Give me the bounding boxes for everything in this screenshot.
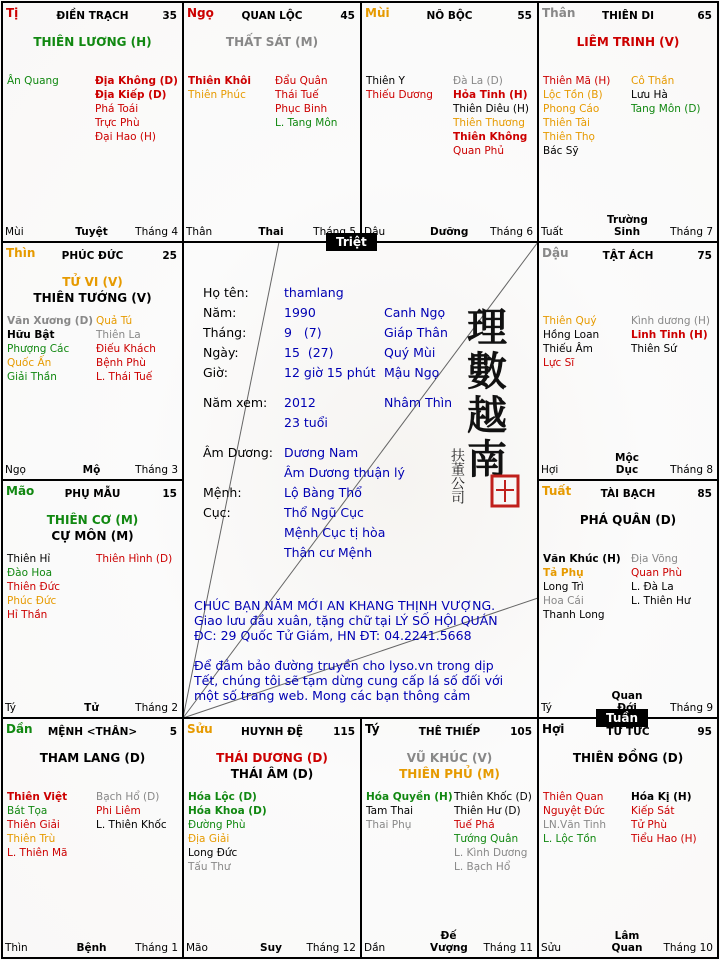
view-year-canchi: Nhâm Thìn	[384, 395, 453, 410]
footer-branch: Ngọ	[5, 464, 26, 476]
footer-stage: Mộc Dục	[615, 452, 639, 476]
palace-branch: Tý	[365, 722, 380, 736]
minor-star: Địa Không (D)	[95, 75, 178, 87]
footer-stage: Mộ	[82, 464, 101, 476]
main-star: THẤT SÁT (M)	[225, 35, 319, 49]
hour-value: 12 giờ 15 phút	[284, 365, 376, 380]
minor-star: Điếu Khách	[96, 343, 156, 355]
minor-star: Địa Giải	[188, 833, 230, 845]
minor-star: L. Kình Dương	[454, 847, 528, 859]
palace-branch: Thìn	[6, 246, 36, 260]
palace-left-stars	[366, 790, 453, 832]
main-star: THIÊN CƠ (M)	[46, 513, 139, 527]
minor-star: Thiếu Âm	[543, 343, 593, 355]
palace-branch: Dậu	[542, 246, 569, 260]
palace-footer	[5, 224, 178, 238]
minor-star: Nguyệt Đức	[543, 805, 605, 817]
palace-footer	[5, 940, 178, 954]
minor-star: Thiên Việt	[7, 791, 68, 803]
minor-star: Quan Phù	[631, 567, 682, 579]
minor-star: Thiên Hình (D)	[96, 553, 173, 565]
notice-text	[194, 598, 524, 703]
tuan-tag: Tuần	[596, 709, 648, 727]
minor-star: Thiên Quý	[543, 315, 597, 327]
minor-star: L. Bạch Hổ	[454, 861, 511, 873]
palace-number: 5	[169, 726, 177, 738]
footer-branch: Sửu	[541, 942, 561, 954]
palace-name: TẬT ÁCH	[602, 250, 654, 262]
palace-name: MỆNH <THÂN>	[47, 726, 138, 738]
main-star: THIÊN TƯỚNG (V)	[33, 291, 152, 305]
minor-star: Giải Thần	[7, 371, 57, 383]
palace-footer	[5, 700, 178, 714]
palace	[361, 2, 538, 242]
palace-main-stars	[2, 750, 183, 766]
minor-star: Hoa Cái	[543, 595, 584, 607]
palace-left-stars	[543, 314, 599, 370]
footer-stage: Tuyệt	[75, 226, 108, 238]
palace-number: 95	[697, 726, 712, 738]
minor-star: Phá Toái	[95, 103, 139, 115]
palace	[183, 718, 361, 958]
palace-name: THIÊN DI	[601, 10, 655, 22]
minor-star: Bệnh Phù	[96, 357, 146, 369]
palace-left-stars	[7, 314, 93, 384]
minor-star: Phượng Các	[7, 343, 70, 355]
minor-star: LN.Văn Tinh	[543, 819, 606, 831]
minor-star: Bạch Hổ (D)	[96, 791, 160, 803]
minor-star: Thiên Diêu (H)	[453, 103, 529, 115]
minor-star: Đào Hoa	[7, 567, 53, 579]
minor-star: Ân Quang	[7, 75, 59, 87]
minor-star: Thiên Phúc	[188, 89, 246, 101]
palace-main-stars	[183, 750, 361, 782]
palace-number: 25	[162, 250, 177, 262]
palace-right-stars	[631, 790, 697, 846]
calligraphy-seal	[449, 268, 542, 548]
minor-star: Long Trì	[543, 581, 584, 593]
month-label: Tháng:	[203, 325, 247, 340]
footer-month: Tháng 2	[135, 702, 178, 714]
footer-stage: Dưỡng	[430, 226, 469, 238]
main-star: PHÁ QUÂN (D)	[579, 513, 677, 527]
day-canchi: Quý Mùi	[384, 345, 436, 360]
palace-number: 65	[697, 10, 712, 22]
minor-star: Thiên Mã (H)	[543, 75, 611, 87]
palace-number: 85	[697, 488, 712, 500]
minor-star: Hóa Lộc (D)	[188, 791, 257, 803]
footer-branch: Dần	[364, 942, 386, 954]
notice-line: Giao lưu đầu xuân, tặng chữ tại LÝ SỐ HỘI QUÁN	[194, 613, 498, 628]
footer-month: Tháng 3	[135, 464, 178, 476]
minor-star: Kình dương (H)	[631, 315, 710, 327]
minor-star: Hỏa Tinh (H)	[453, 89, 528, 101]
palace-number: 75	[697, 250, 712, 262]
palace-name: PHÚC ĐỨC	[61, 250, 124, 262]
minor-star: Linh Tinh (H)	[631, 329, 708, 341]
minor-star: L. Tang Môn	[275, 117, 338, 129]
palace-branch: Mùi	[365, 6, 390, 20]
palace	[538, 2, 718, 242]
name-label: Họ tên:	[203, 285, 249, 300]
minor-star: Lưu Hà	[631, 89, 668, 101]
minor-star: Thiên Quan	[543, 791, 604, 803]
minor-star: Đại Hao (H)	[95, 131, 157, 143]
minor-star: L. Thiên Khốc	[96, 819, 167, 831]
main-star: THIÊN ĐỒNG (D)	[572, 751, 684, 765]
minor-star: Thiên Đức	[7, 581, 61, 593]
minor-star: Thiên Thương	[453, 117, 525, 129]
main-star: VŨ KHÚC (V)	[406, 751, 493, 765]
palace-branch: Tị	[6, 6, 19, 20]
palace-left-stars	[366, 74, 433, 102]
minor-star: Đà La (D)	[453, 75, 503, 87]
am-duong-value-2: Âm Dương thuận lý	[284, 465, 405, 480]
hour-label: Giờ:	[203, 365, 229, 380]
palace-branch: Mão	[6, 484, 35, 498]
palace-branch: Thân	[542, 6, 576, 20]
minor-star: Tiểu Hao (H)	[631, 833, 697, 845]
footer-month: Tháng 9	[670, 702, 713, 714]
main-star: THÁI ÂM (D)	[230, 767, 314, 781]
minor-star: Thiên Thọ	[543, 131, 595, 143]
palace	[361, 718, 538, 958]
menh-value: Lộ Bàng Thổ	[284, 485, 362, 500]
palace-right-stars	[631, 314, 710, 356]
minor-star: Lực Sĩ	[543, 357, 575, 369]
palace-name: ĐIỀN TRẠCH	[56, 10, 129, 22]
minor-star: Thiên Khôi	[188, 75, 251, 87]
palace-number: 115	[333, 726, 355, 738]
palace-right-stars	[631, 552, 691, 608]
footer-month: Tháng 5	[313, 226, 356, 238]
palace-right-stars	[96, 790, 167, 832]
palace-branch: Ngọ	[187, 6, 214, 20]
palace-main-stars	[538, 750, 718, 766]
palace-left-stars	[188, 74, 251, 102]
footer-month: Tháng 8	[670, 464, 713, 476]
minor-star: Hóa Quyền (H)	[366, 791, 453, 803]
minor-star: Cô Thần	[631, 75, 675, 87]
cuc-value: Thổ Ngũ Cục	[284, 505, 364, 520]
palace-right-stars	[453, 74, 529, 158]
palace-name: PHỤ MẪU	[64, 488, 121, 500]
palace-name: TÀI BẠCH	[600, 488, 656, 500]
month-canchi: Giáp Thân	[384, 325, 448, 340]
minor-star: Tấu Thư	[188, 861, 231, 873]
minor-star: Địa Võng	[631, 553, 678, 565]
palace	[183, 2, 361, 242]
name-value: thamlang	[284, 285, 344, 300]
minor-star: Tướng Quân	[454, 833, 519, 845]
calligraphy-side-text: 扶董公司	[449, 448, 465, 504]
minor-star: Phong Cáo	[543, 103, 600, 115]
cuc-value-2: Mệnh Cục tị hòa	[284, 525, 386, 540]
minor-star: L. Thiên Hư	[631, 595, 691, 607]
palace-main-stars	[2, 34, 183, 50]
palace-footer	[364, 224, 533, 238]
footer-stage: Thai	[258, 226, 284, 238]
hour-canchi: Mậu Ngọ	[384, 365, 440, 380]
minor-star: Hữu Bật	[7, 329, 55, 341]
footer-branch: Hợi	[541, 464, 559, 476]
minor-star: Địa Kiếp (D)	[95, 89, 167, 101]
minor-star: Tam Thai	[366, 805, 414, 817]
palace	[2, 242, 183, 480]
footer-month: Tháng 6	[490, 226, 533, 238]
palace	[2, 480, 183, 718]
palace	[538, 242, 718, 480]
am-duong-label: Âm Dương:	[203, 445, 273, 460]
minor-star: Tuế Phá	[454, 819, 495, 831]
footer-stage: Bệnh	[76, 942, 107, 954]
palace	[538, 718, 718, 958]
footer-stage: Đế Vượng	[430, 930, 468, 954]
palace-name: HUYNH ĐỆ	[240, 726, 304, 738]
palace-number: 55	[517, 10, 532, 22]
am-duong-value: Dương Nam	[284, 445, 359, 460]
minor-star: Bát Tọa	[7, 805, 48, 817]
footer-branch: Tý	[5, 702, 16, 714]
minor-star: Thiên Y	[366, 75, 405, 87]
minor-star: Thiên Sứ	[631, 343, 677, 355]
notice-line: Tết, chúng tôi sẽ tạm dừng cung cấp lá số đối với	[194, 673, 504, 688]
palace-main-stars	[2, 274, 183, 306]
minor-star: Quan Phủ	[453, 145, 504, 157]
palace-number: 105	[510, 726, 532, 738]
palace-branch: Dần	[6, 722, 33, 736]
triet-tag: Triệt	[326, 233, 377, 251]
palace-name: NÔ BỘC	[426, 10, 473, 22]
palace-number: 35	[162, 10, 177, 22]
minor-star: Tang Môn (D)	[631, 103, 701, 115]
palace-name: QUAN LỘC	[241, 10, 303, 22]
minor-star: Đẩu Quân	[275, 75, 328, 87]
minor-star: Hóa Khoa (D)	[188, 805, 267, 817]
minor-star: Thiên Hỉ	[7, 553, 51, 565]
palace-left-stars	[7, 790, 67, 860]
minor-star: Thiên Tài	[543, 117, 590, 129]
palace	[2, 718, 183, 958]
minor-star: L. Thiên Mã	[7, 847, 68, 859]
palace-right-stars	[454, 790, 532, 874]
minor-star: Thái Tuế	[275, 89, 319, 101]
palace-left-stars	[7, 74, 59, 88]
footer-branch: Dậu	[364, 226, 386, 238]
day-value: 15 (27)	[284, 345, 334, 360]
minor-star: Long Đức	[188, 847, 238, 859]
palace-footer	[186, 940, 356, 954]
minor-star: Quốc Ấn	[7, 357, 52, 369]
palace-footer	[541, 452, 713, 476]
palace-branch: Sửu	[187, 722, 213, 736]
footer-month: Tháng 1	[135, 942, 178, 954]
palace-footer	[541, 214, 713, 238]
minor-star: Lộc Tồn (B)	[543, 89, 603, 101]
calligraphy-main-text: 理數越南	[460, 306, 508, 482]
palace	[2, 2, 183, 242]
footer-branch: Thân	[186, 226, 213, 238]
minor-star: Tử Phù	[631, 819, 668, 831]
palace-footer	[541, 690, 713, 714]
palace-left-stars	[543, 552, 621, 622]
month-value: 9 (7)	[284, 325, 322, 340]
year-label: Năm:	[203, 305, 237, 320]
minor-star: Thiên Khốc (D)	[454, 791, 532, 803]
minor-star: Phục Binh	[275, 103, 328, 115]
minor-star: L. Lộc Tồn	[543, 833, 597, 845]
footer-stage: Suy	[260, 942, 282, 954]
year-value: 1990	[284, 305, 316, 320]
footer-month: Tháng 10	[663, 942, 713, 954]
palace-main-stars	[538, 34, 718, 50]
minor-star: L. Thái Tuế	[96, 371, 153, 383]
year-canchi: Canh Ngọ	[384, 305, 446, 320]
minor-star: L. Đà La	[631, 581, 674, 593]
minor-star: Đường Phù	[188, 819, 246, 831]
palace-right-stars	[275, 74, 337, 130]
palace-right-stars	[631, 74, 701, 116]
footer-month: Tháng 12	[306, 942, 356, 954]
age-value: 23 tuổi	[284, 415, 328, 430]
main-star: TỬ VI (V)	[62, 275, 123, 289]
palace-footer	[364, 930, 533, 954]
minor-star: Thanh Long	[543, 609, 605, 621]
palace-footer	[5, 462, 178, 476]
footer-branch: Thìn	[5, 942, 28, 954]
footer-month: Tháng 7	[670, 226, 713, 238]
palace-name: THÊ THIẾP	[418, 726, 481, 738]
minor-star: Thiếu Dương	[366, 89, 433, 101]
palace-footer	[186, 224, 356, 238]
main-star: LIÊM TRINH (V)	[576, 35, 680, 49]
notice-line	[194, 643, 524, 658]
footer-branch: Mão	[186, 942, 208, 954]
minor-star: Quả Tú	[96, 315, 133, 327]
minor-star: Hồng Loan	[543, 329, 600, 341]
palace-main-stars	[538, 512, 718, 528]
palace	[538, 480, 718, 718]
minor-star: Thiên Không	[453, 131, 528, 143]
palace-left-stars	[7, 552, 60, 622]
minor-star: Văn Khúc (H)	[543, 553, 621, 565]
palace-main-stars	[2, 512, 183, 544]
view-year-label: Năm xem:	[203, 395, 268, 410]
palace-main-stars	[183, 34, 361, 50]
main-star: THIÊN PHỦ (M)	[399, 767, 500, 781]
day-label: Ngày:	[203, 345, 239, 360]
palace-number: 45	[340, 10, 355, 22]
minor-star: Thiên La	[96, 329, 141, 341]
notice-line: Để đảm bảo đường truyền cho lyso.vn trong dịp	[194, 658, 494, 673]
footer-branch: Mùi	[5, 226, 24, 238]
palace-branch: Hợi	[542, 722, 565, 736]
minor-star: Tả Phụ	[543, 567, 584, 579]
minor-star: Thiên Giải	[7, 819, 60, 831]
cuc-value-3: Thân cư Mệnh	[284, 545, 373, 560]
minor-star: Hỉ Thần	[7, 609, 48, 621]
main-star: CỰ MÔN (M)	[51, 529, 134, 543]
main-star: THAM LANG (D)	[39, 751, 146, 765]
footer-stage: Lâm Quan	[611, 930, 643, 954]
footer-stage: Trường Sinh	[607, 214, 648, 238]
palace-branch: Tuất	[542, 484, 572, 498]
minor-star: Phi Liêm	[96, 805, 141, 817]
calligraphy-graphic	[449, 268, 542, 548]
main-star: THÁI DƯƠNG (D)	[216, 751, 328, 765]
minor-star: Hóa Kị (H)	[631, 791, 692, 803]
minor-star: Phúc Đức	[7, 595, 57, 607]
palace-right-stars	[95, 74, 178, 144]
minor-star: Trực Phù	[95, 117, 140, 129]
minor-star: Kiếp Sát	[631, 805, 675, 817]
notice-line: một số trang web. Mong các bạn thông cảm	[194, 688, 471, 703]
notice-line: CHÚC BẠN NĂM MỚI AN KHANG THỊNH VƯỢNG.	[194, 598, 496, 613]
palace-right-stars	[96, 314, 156, 384]
minor-star: Bác Sỹ	[543, 145, 579, 157]
palace-right-stars	[96, 552, 172, 566]
footer-branch: Tý	[541, 702, 552, 714]
main-star: THIÊN LƯƠNG (H)	[33, 35, 152, 49]
palace-footer	[541, 930, 713, 954]
palace-left-stars	[188, 790, 267, 874]
palace-number: 15	[162, 488, 177, 500]
footer-branch: Tuất	[541, 226, 564, 238]
minor-star: Văn Xương (D)	[7, 315, 94, 327]
cuc-label: Cục:	[203, 505, 231, 520]
palace-name: TỬ TỨC	[606, 726, 650, 738]
palace-left-stars	[543, 790, 606, 846]
view-year-value: 2012	[284, 395, 316, 410]
minor-star: Thiên Trù	[7, 833, 56, 845]
footer-month: Tháng 11	[483, 942, 533, 954]
footer-stage: Tử	[84, 702, 99, 714]
minor-star: Thai Phụ	[366, 819, 412, 831]
palace-main-stars	[361, 750, 538, 782]
menh-label: Mệnh:	[203, 485, 242, 500]
notice-line: ĐC: 29 Quốc Tử Giám, HN ĐT: 04.2241.5668	[194, 628, 472, 643]
palace-left-stars	[543, 74, 610, 158]
minor-star: Thiên Hư (D)	[454, 805, 521, 817]
footer-stage: Quan Đới	[611, 690, 643, 714]
footer-month: Tháng 4	[135, 226, 178, 238]
